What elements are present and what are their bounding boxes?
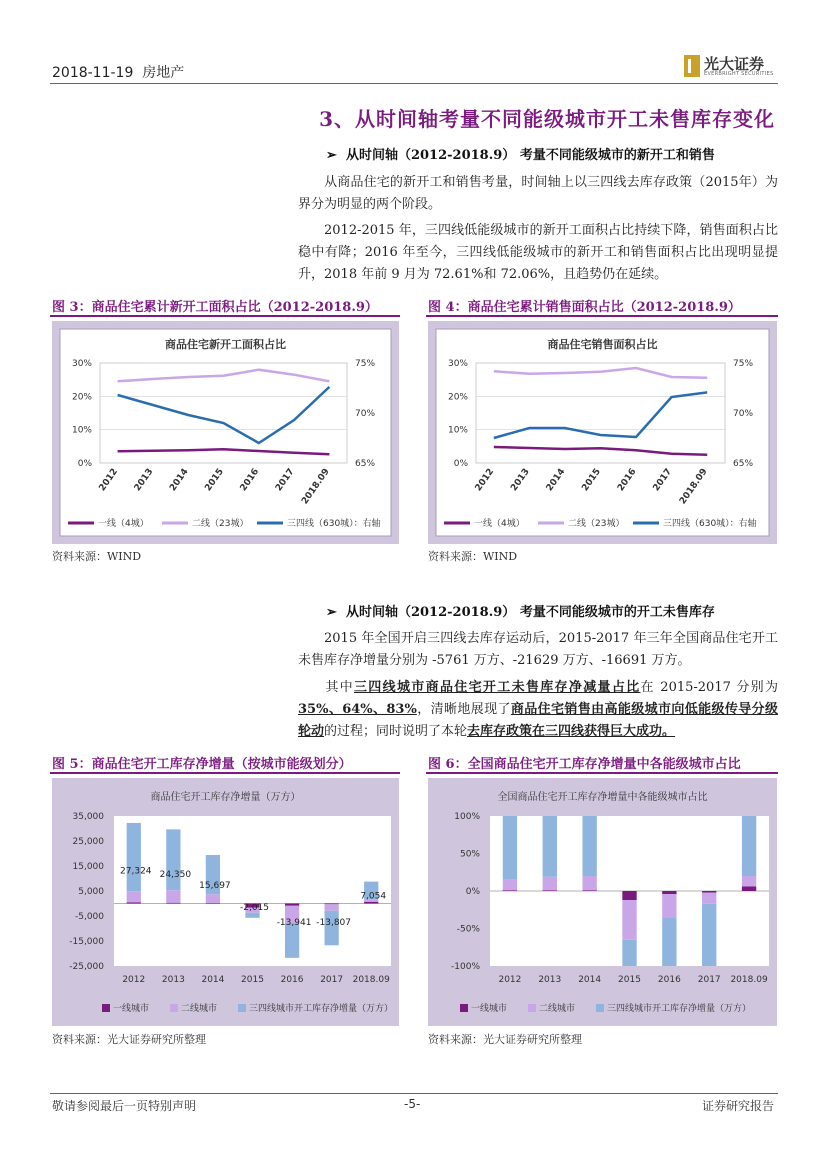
bar-segment — [582, 890, 596, 891]
legend-label: 三四线（630城）：右轴 — [663, 519, 757, 529]
x-tick-label: 2016 — [238, 466, 262, 494]
plot-area — [114, 816, 391, 966]
bar-segment — [245, 913, 259, 918]
data-label: 15,697 — [199, 880, 231, 891]
y-tick-label: 15,000 — [72, 862, 104, 872]
x-tick-label: 2012 — [122, 975, 146, 985]
y-tick-label: 10% — [71, 425, 92, 436]
x-tick-label: 2014 — [201, 975, 225, 985]
data-label: -13,807 — [316, 917, 352, 928]
y-tick-label: 0% — [465, 887, 480, 897]
x-tick-label: 2013 — [161, 975, 185, 985]
legend-label: 一线城市 — [113, 1004, 150, 1014]
bar-segment — [127, 823, 141, 891]
bar-segment — [582, 876, 596, 890]
figure-6-source: 资料来源：光大证券研究所整理 — [428, 1033, 582, 1046]
figure-5-chart — [52, 778, 399, 1026]
legend-swatch — [460, 1004, 468, 1012]
x-tick-label: 2014 — [168, 466, 191, 494]
report-category: 房地产 — [142, 65, 185, 81]
section-title: 3、从时间轴考量不同能级城市开工未售库存变化 — [319, 107, 775, 131]
figure-4-chart — [428, 321, 777, 544]
x-tick-label: 2017 — [273, 466, 297, 494]
legend-label: 二线城市 — [181, 1004, 218, 1014]
y-tick-label: 20% — [447, 392, 468, 403]
y2-tick-label: 65% — [733, 459, 754, 469]
logo-mark-icon — [684, 55, 700, 77]
chart-title: 全国商品住宅开工库存净增量中各能级城市占比 — [497, 792, 708, 803]
legend-label: 二线（23城） — [192, 519, 249, 529]
bullet-arrow-icon: ➢ — [326, 148, 337, 163]
chart-title: 商品住宅开工库存净增量（万方） — [150, 792, 301, 803]
bar-segment — [503, 880, 517, 891]
company-logo: 光大证券 EVERBRIGHT SECURITIES — [684, 53, 780, 79]
y-tick-label: 30% — [71, 359, 92, 369]
y-tick-label: 0% — [453, 459, 468, 469]
legend-label: 一线城市 — [471, 1004, 508, 1014]
x-tick-label: 2018.09 — [730, 975, 768, 985]
bar-segment — [285, 904, 299, 906]
legend-label: 三四线（630城）：右轴 — [287, 519, 381, 529]
bar-segment — [206, 894, 220, 903]
legend-label: 二线城市 — [539, 1004, 576, 1014]
bar-segment — [543, 816, 557, 877]
figure-6-svg — [428, 778, 777, 1026]
x-tick-label: 2012 — [473, 466, 497, 494]
legend-label: 三四线城市开工库存净增量（万方） — [607, 1004, 752, 1014]
x-tick-label: 2016 — [615, 466, 639, 494]
bar-segment — [127, 891, 141, 902]
bar-segment — [622, 900, 636, 940]
figure-3-svg — [52, 321, 399, 544]
bar-segment — [622, 940, 636, 966]
header-divider — [50, 83, 778, 84]
x-tick-label: 2017 — [320, 975, 344, 985]
bar-segment — [662, 891, 676, 894]
bar-segment — [127, 903, 141, 904]
bar-segment — [742, 887, 756, 892]
x-tick-label: 2018.09 — [300, 466, 332, 507]
paragraph-3: 2015 年全国开启三四线去库存运动后，2015-2017 年三年全国商品住宅开工未售库存净增量分别为 -5761 万方、-21629 万方、-16691 万方。 — [298, 631, 778, 668]
y-tick-label: 50% — [459, 849, 480, 860]
y2-tick-label: 75% — [733, 359, 754, 369]
bar-segment — [742, 816, 756, 876]
bar-segment — [543, 877, 557, 891]
figure-6-chart — [428, 778, 777, 1026]
figure-3-title: 图 3：商品住宅累计新开工面积占比（2012-2018.9） — [52, 300, 378, 315]
x-tick-label: 2015 — [203, 466, 226, 494]
figure-3-source: 资料来源：WIND — [52, 550, 142, 563]
paragraph-2: 2012-2015 年，三四线低能级城市的新开工面积占比持续下降，销售面积占比稳中有降；2016 年至今，三四线低能级城市的新开工和销售面积占比出现明显提升，2018 年前 9 月为 72.61%和 72.06%，且趋势仍在延续。 — [298, 223, 778, 282]
x-tick-label: 2014 — [544, 466, 568, 494]
paragraph-1: 从商品住宅的新开工和销售考量，时间轴上以三四线去库存政策（2015年）为界分为明显的两个阶段。 — [298, 175, 778, 212]
bar-segment — [662, 894, 676, 918]
y2-tick-label: 70% — [355, 409, 376, 419]
legend-swatch — [238, 1004, 246, 1012]
bar-segment — [742, 876, 756, 887]
y2-tick-label: 75% — [355, 359, 376, 369]
chart-title: 商品住宅销售面积占比 — [547, 338, 658, 351]
x-tick-label: 2015 — [618, 975, 641, 985]
y-tick-label: 0% — [77, 459, 92, 469]
bullet-heading-2: ➢ 从时间轴（2012-2018.9） 考量不同能级城市的开工未售库存 — [326, 605, 715, 620]
y2-tick-label: 70% — [733, 409, 754, 419]
x-tick-label: 2012 — [498, 975, 522, 985]
data-label: -2,015 — [239, 903, 270, 914]
bar-segment — [702, 891, 716, 893]
bullet-arrow-icon: ➢ — [326, 605, 337, 620]
report-date-category — [52, 62, 184, 82]
bullet-heading-1: ➢ 从时间轴（2012-2018.9） 考量不同能级城市的新开工和销售 — [326, 148, 715, 163]
figure-5-svg — [52, 778, 399, 1026]
figure-3-rule — [50, 315, 400, 317]
bar-segment — [166, 890, 180, 903]
bar-segment — [166, 903, 180, 904]
paragraph-4: 其中三四线城市商品住宅开工未售库存净减量占比在 2015-2017 分别为 35%、64%、83%，清晰地展现了商品住宅销售由高能级城市向低能级传导分级轮动的过程；同时说明了本轮去库存政策在三四线获得巨大成功。 — [298, 680, 778, 739]
x-tick-label: 2015 — [241, 975, 264, 985]
bar-segment — [206, 903, 220, 904]
x-tick-label: 2018.09 — [352, 975, 390, 985]
legend-swatch — [170, 1004, 178, 1012]
bar-segment — [702, 893, 716, 904]
y-tick-label: 20% — [71, 392, 92, 403]
figure-5-title: 图 5：商品住宅开工库存净增量（按城市能级划分） — [52, 757, 352, 772]
x-tick-label: 2015 — [580, 466, 603, 494]
figure-4-svg — [428, 321, 777, 544]
data-label: 7,054 — [360, 891, 387, 902]
y-tick-label: 30% — [447, 359, 468, 369]
report-date: 2018-11-19 — [52, 65, 134, 81]
x-tick-label: 2013 — [538, 975, 562, 985]
bar-segment — [325, 911, 339, 946]
figure-4-title: 图 4：商品住宅累计销售面积占比（2012-2018.9） — [428, 300, 741, 315]
bar-segment — [325, 904, 339, 905]
bar-segment — [325, 904, 339, 911]
bar-segment — [285, 923, 299, 958]
bar-segment — [702, 904, 716, 966]
y-tick-label: -100% — [451, 962, 480, 972]
y-tick-label: 35,000 — [72, 812, 104, 822]
y-tick-label: -15,000 — [69, 937, 104, 947]
bar-segment — [662, 918, 676, 966]
legend-swatch — [596, 1004, 604, 1012]
legend-label: 三四线城市开工库存净增量（万方） — [249, 1004, 394, 1014]
x-tick-label: 2017 — [697, 975, 721, 985]
x-tick-label: 2013 — [132, 466, 156, 494]
bar-segment — [582, 816, 596, 876]
figure-5-source: 资料来源：光大证券研究所整理 — [52, 1033, 206, 1046]
y-tick-label: -50% — [456, 924, 480, 935]
x-tick-label: 2017 — [651, 466, 675, 494]
footer-disclaimer: 敬请参阅最后一页特别声明 — [52, 1099, 197, 1113]
y-tick-label: 25,000 — [72, 837, 104, 847]
x-tick-label: 2016 — [657, 975, 681, 985]
legend-label: 一线（4城） — [98, 519, 149, 529]
bar-segment — [166, 829, 180, 890]
footer-divider — [50, 1093, 778, 1094]
figure-6-title: 图 6：全国商品住宅开工库存净增量中各能级城市占比 — [428, 757, 741, 772]
figure-6-rule — [426, 772, 778, 774]
bar-segment — [543, 890, 557, 891]
legend-swatch — [102, 1004, 110, 1012]
data-label: -13,941 — [276, 917, 312, 928]
y-tick-label: 100% — [454, 812, 480, 822]
figure-4-source: 资料来源：WIND — [428, 550, 518, 563]
x-tick-label: 2013 — [509, 466, 532, 494]
figure-5-rule — [50, 772, 400, 774]
x-tick-label: 2016 — [280, 975, 304, 985]
x-tick-label: 2012 — [97, 466, 121, 494]
legend-label: 一线（4城） — [474, 519, 525, 529]
legend-swatch — [528, 1004, 536, 1012]
y-tick-label: -25,000 — [69, 962, 104, 972]
y2-tick-label: 65% — [355, 459, 376, 469]
legend-label: 二线（23城） — [568, 519, 625, 529]
bar-segment — [503, 890, 517, 891]
x-tick-label: 2014 — [578, 975, 602, 985]
chart-title: 商品住宅新开工面积占比 — [165, 338, 286, 351]
data-label: 27,324 — [120, 866, 152, 877]
figure-3-chart — [52, 321, 399, 544]
figure-4-rule — [426, 315, 778, 317]
y-tick-label: 10% — [447, 425, 468, 436]
bar-segment — [622, 891, 636, 900]
y-tick-label: -5,000 — [74, 912, 104, 922]
footer-report-type: 证券研究报告 — [702, 1099, 775, 1113]
bar-segment — [364, 902, 378, 904]
data-label: 24,350 — [159, 870, 192, 881]
y-tick-label: 5,000 — [78, 887, 104, 897]
bar-segment — [503, 816, 517, 880]
x-tick-label: 2018.09 — [677, 466, 710, 507]
page-number: -5- — [404, 1097, 421, 1111]
